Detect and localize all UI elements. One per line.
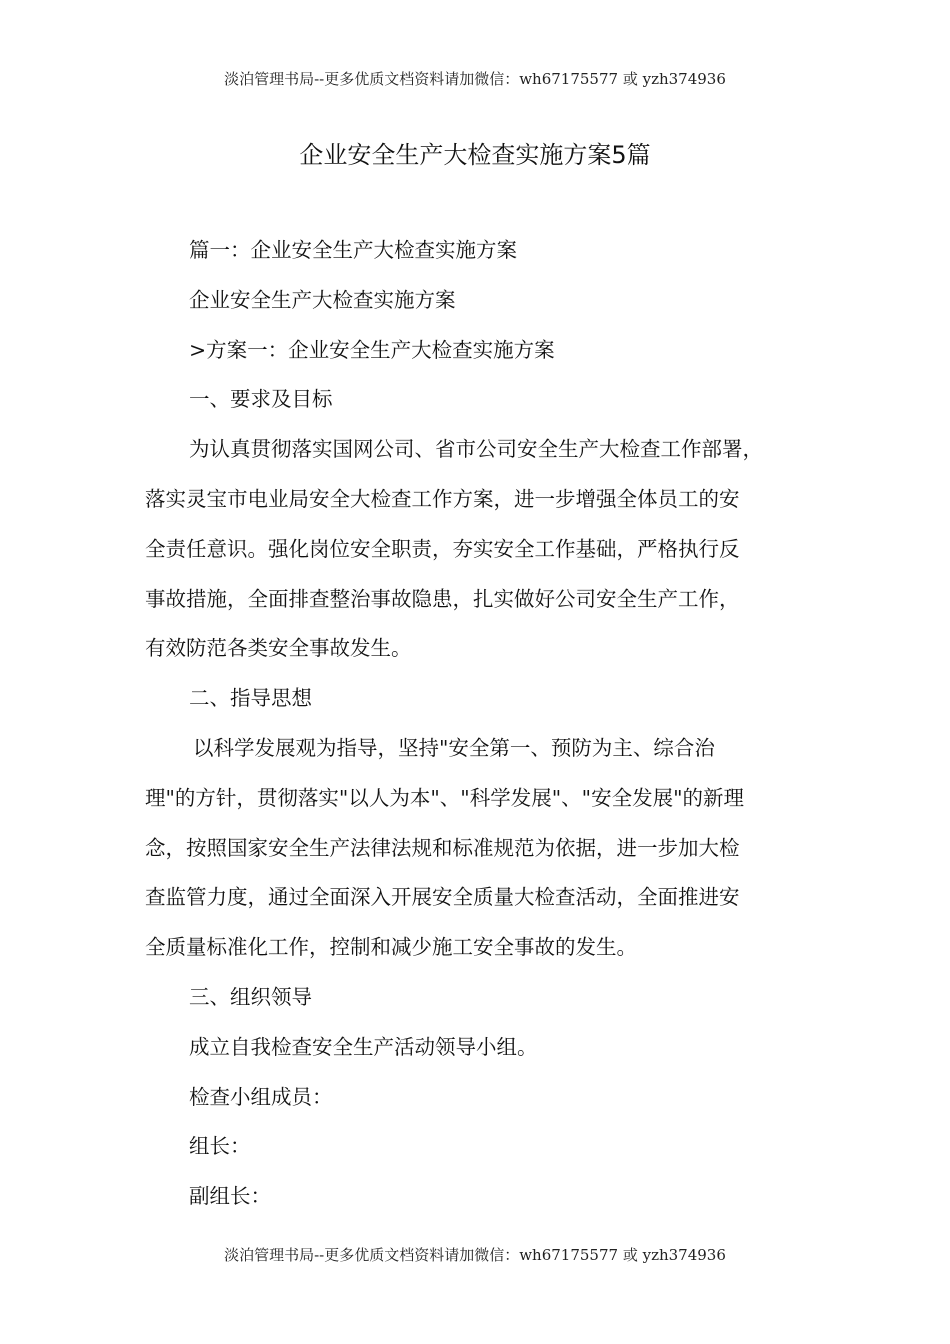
- paragraph-line: 有效防范各类安全事故发生。: [145, 636, 412, 661]
- document-title: 企业安全生产大检查实施方案5篇: [299, 141, 651, 169]
- paragraph-line: 以科学发展观为指导，坚持"安全第一、预防为主、综合治: [193, 735, 715, 760]
- subtitle-line: 企业安全生产大检查实施方案: [189, 287, 456, 312]
- section-heading-chapter-1: 篇一：企业安全生产大检查实施方案: [189, 238, 517, 262]
- paragraph-line: 落实灵宝市电业局安全大检查工作方案，进一步增强全体员工的安: [145, 486, 740, 511]
- paragraph-line: 事故措施，全面排查整治事故隐患，扎实做好公司安全生产工作，: [145, 586, 740, 611]
- list-label-leader: 组长：: [189, 1134, 251, 1159]
- paragraph-line: 全责任意识。强化岗位安全职责，夯实安全工作基础，严格执行反: [145, 536, 740, 561]
- paragraph-line: 查监管力度，通过全面深入开展安全质量大检查活动，全面推进安: [145, 885, 740, 910]
- paragraph-line: 念，按照国家安全生产法律法规和标准规范为依据，进一步加大检: [145, 835, 740, 860]
- paragraph-line: 理"的方针，贯彻落实"以人为本"、"科学发展"、"安全发展"的新理: [145, 785, 745, 810]
- paragraph-line: 为认真贯彻落实国网公司、省市公司安全生产大检查工作部署，: [189, 437, 763, 462]
- plan-heading: >方案一：企业安全生产大检查实施方案: [189, 337, 555, 362]
- section-heading-requirements: 一、要求及目标: [189, 387, 333, 412]
- paragraph-line: 成立自我检查安全生产活动领导小组。: [189, 1034, 538, 1059]
- list-label-deputy-leader: 副组长：: [189, 1184, 271, 1209]
- document-body: [145, 226, 810, 1222]
- page-footer: 淡泊管理书局--更多优质文档资料请加微信：wh67175577 或 yzh374936: [224, 1246, 726, 1264]
- page-header: 淡泊管理书局--更多优质文档资料请加微信：wh67175577 或 yzh374936: [224, 70, 726, 88]
- paragraph-line: 全质量标准化工作，控制和减少施工安全事故的发生。: [145, 935, 637, 960]
- list-label-members: 检查小组成员：: [189, 1084, 333, 1109]
- section-heading-organization: 三、组织领导: [189, 984, 312, 1009]
- section-heading-guiding-ideology: 二、指导思想: [189, 686, 312, 711]
